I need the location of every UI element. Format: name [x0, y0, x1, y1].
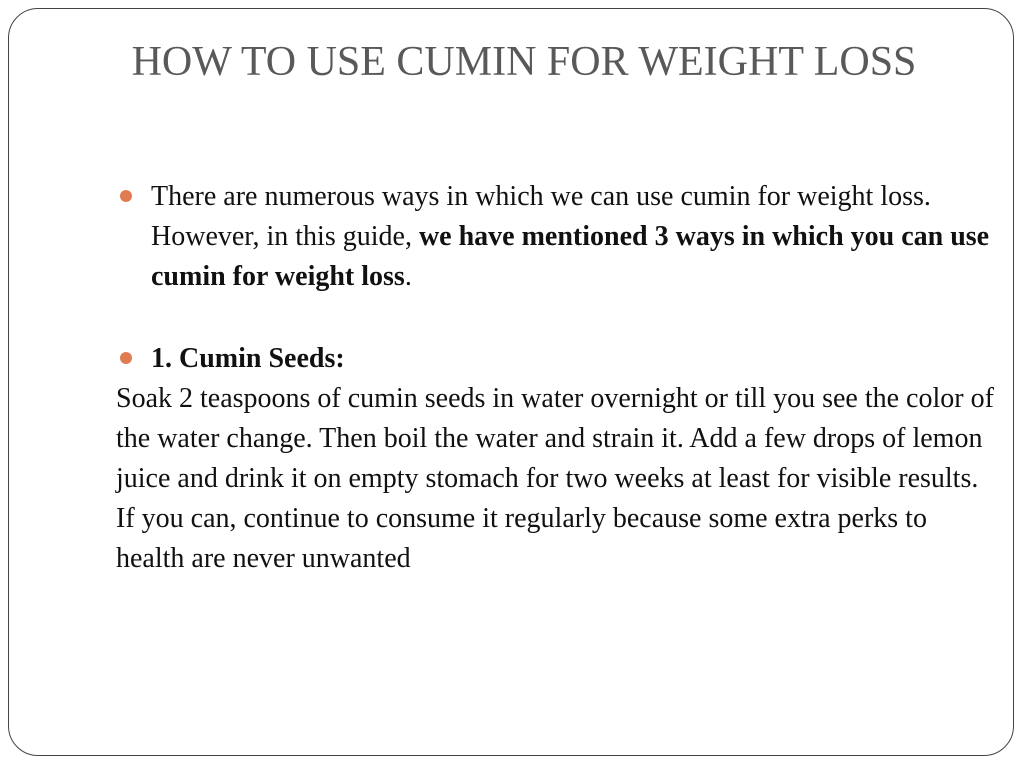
bullet-dot-icon — [120, 352, 132, 364]
slide-content — [114, 177, 994, 579]
cumin-seeds-paragraph: Soak 2 teaspoons of cumin seeds in water overnight or till you see the color of the water change. Then boil the water and strain it. Add a few drops of lemon juice and drink it on empty stomach for two weeks at least for visible results. If you can, continue to consume it regularly because some extra perks to health are never unwanted — [116, 383, 994, 574]
slide-frame — [8, 8, 1014, 756]
intro-end-text: . — [404, 261, 412, 292]
bullet-item-intro — [114, 177, 994, 297]
bullet-item-cumin-seeds — [114, 339, 994, 379]
slide-title: HOW TO USE CUMIN FOR WEIGHT LOSS — [131, 39, 917, 85]
bullet-dot-icon — [120, 190, 132, 202]
intro-text: There are numerous ways in which we can use cumin for weight loss. However, in this guide, — [151, 181, 931, 252]
intro-bold-text: we have mentioned 3 ways in which you can use cumin for weight loss — [151, 221, 990, 292]
cumin-seeds-heading: 1. Cumin Seeds: — [151, 343, 345, 374]
